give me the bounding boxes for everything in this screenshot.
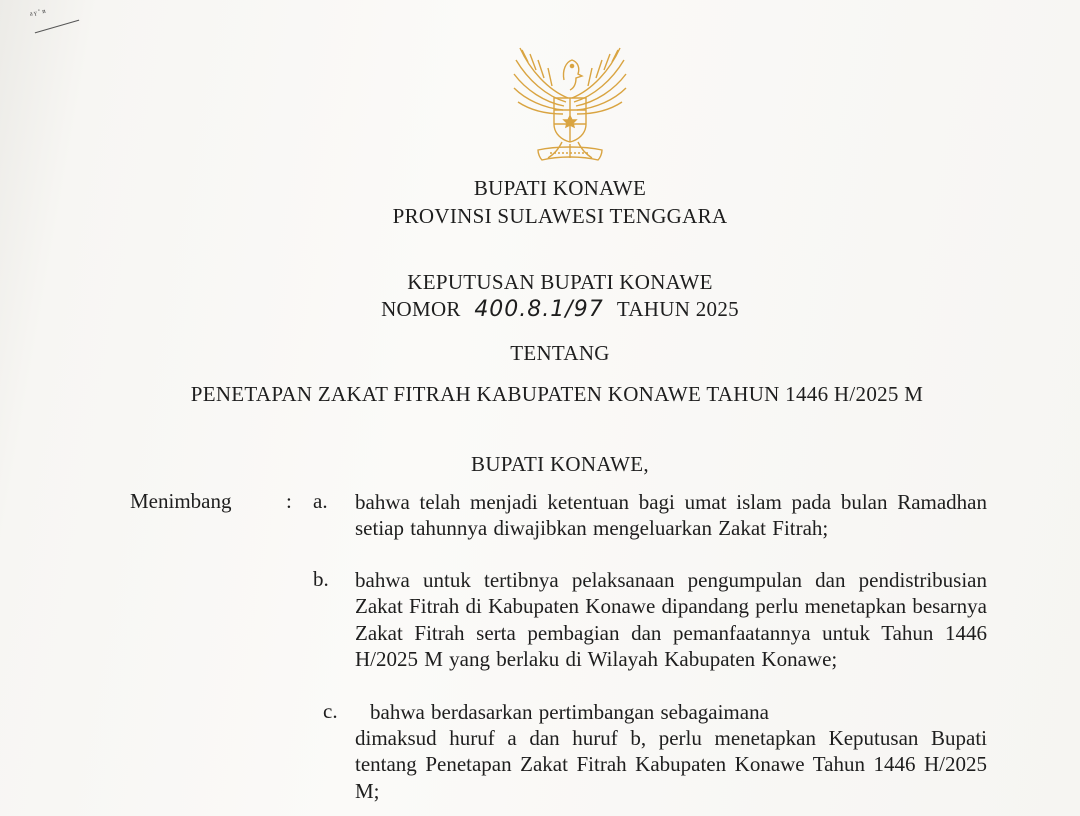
decree-number-line bbox=[0, 297, 1080, 322]
considering-item-c-rest: dimaksud huruf a dan huruf b, perlu menetapkan Keputusan Bupati tentang Penetapan Zakat Fitrah Kabupaten Konawe Tahun 1446 H/2025 M; bbox=[355, 726, 987, 803]
considering-item-c-first-line: bahwa berdasarkan pertimbangan sebagaimana bbox=[370, 700, 769, 724]
item-letter-b: b. bbox=[313, 567, 329, 591]
about-heading: TENTANG bbox=[510, 341, 610, 365]
province-title: PROVINSI SULAWESI TENGGARA bbox=[392, 204, 728, 228]
corner-handwritten-stroke bbox=[35, 20, 79, 34]
decree-title: KEPUTUSAN BUPATI KONAWE bbox=[407, 270, 713, 294]
considering-item-a: bahwa telah menjadi ketentuan bagi umat islam pada bulan Ramadhan setiap tahunnya diwajibkan mengeluarkan Zakat Fitrah; bbox=[355, 490, 987, 541]
decree-year: TAHUN 2025 bbox=[616, 297, 739, 321]
issuer-heading: BUPATI KONAWE, bbox=[471, 452, 649, 476]
considering-label: Menimbang bbox=[130, 489, 232, 513]
regent-title: BUPATI KONAWE bbox=[473, 176, 647, 200]
item-letter-c: c. bbox=[323, 699, 338, 723]
considering-colon: : bbox=[286, 489, 292, 513]
decree-subject: PENETAPAN ZAKAT FITRAH KABUPATEN KONAWE TAHUN 1446 H/2025 M bbox=[190, 382, 924, 406]
garuda-emblem-icon bbox=[508, 40, 632, 164]
decree-number-prefix: NOMOR bbox=[381, 297, 461, 321]
decree-number-handwritten: 400.8.1/97 bbox=[474, 297, 604, 322]
item-letter-a: a. bbox=[313, 489, 328, 513]
considering-item-b: bahwa untuk tertibnya pelaksanaan pengumpulan dan pendistribusian Zakat Fitrah di Kabupaten Konawe dipandang perlu menetapkan besarnya Zakat Fitrah serta pembagian dan pemanfaatannya untuk Tahun 1446 H/2025 M yang berlaku di Wilayah Kabupaten Konawe; bbox=[355, 568, 987, 671]
corner-handwritten-mark: ᵃᵞ˙ⁿ bbox=[28, 6, 49, 22]
